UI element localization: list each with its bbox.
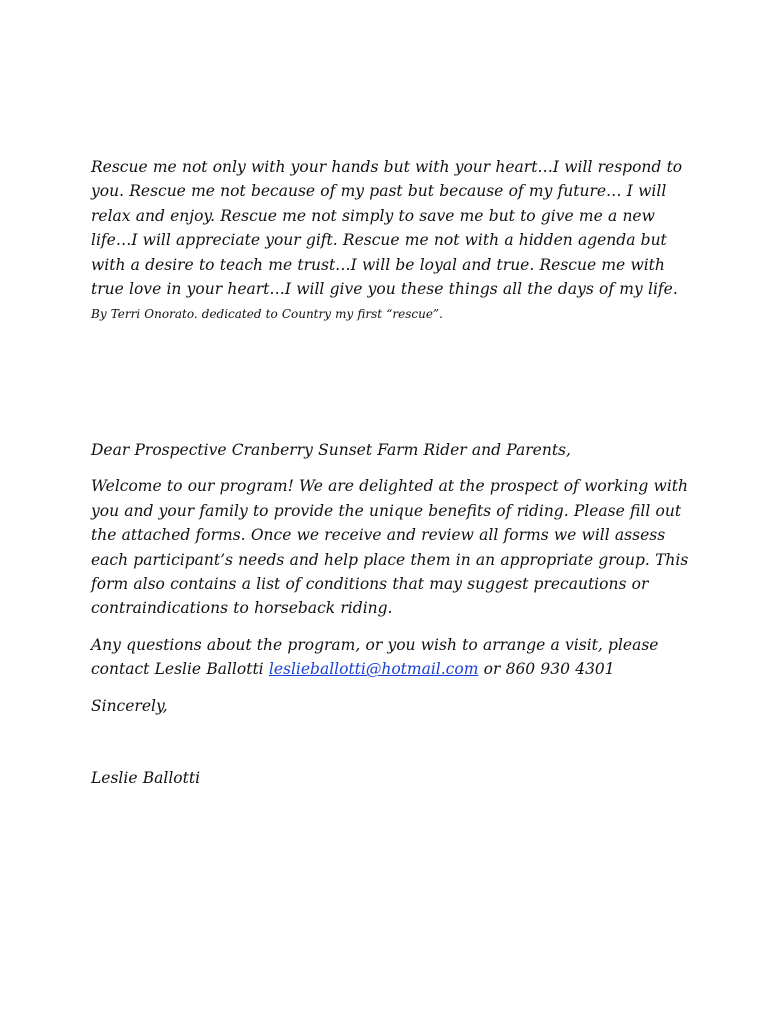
poem-attribution: By Terri Onorato. dedicated to Country my first “rescue”. <box>91 307 443 322</box>
poem-text: Rescue me not only with your hands but with your heart…I will respond to you. Rescue me not because of my past but because of my future… I will relax and enjoy. Rescue me not simply to save me but to give me a new life…I will appreciate your gift. Rescue me not with a hidden agenda but with a desire to teach me trust…I will be loyal and true. Rescue me with true love in your heart…I will give you these things all the days of my life. <box>91 158 683 299</box>
rescue-poem <box>91 155 691 327</box>
welcome-paragraph: Welcome to our program! We are delighted at the prospect of working with you and your family to provide the unique benefits of riding. Please fill out the attached forms. Once we receive and review all forms we will assess each participant’s needs and help place them in an appropriate group. This form also contains a list of conditions that may suggest precautions or contraindications to horseback riding. <box>91 477 689 618</box>
phone-text: or 860 930 4301 <box>478 660 615 679</box>
contact-text: Any questions about the program, or you wish to arrange a visit, please contact Leslie Ballotti <box>91 635 659 679</box>
contact-paragraph <box>91 633 691 682</box>
welcome-letter <box>91 438 691 790</box>
email-link[interactable]: leslieballotti@hotmail.com <box>268 660 479 679</box>
letter-signature: Leslie Ballotti <box>91 769 201 788</box>
letter-closing: Sincerely, <box>91 696 168 715</box>
letter-greeting: Dear Prospective Cranberry Sunset Farm Rider and Parents, <box>91 441 571 459</box>
